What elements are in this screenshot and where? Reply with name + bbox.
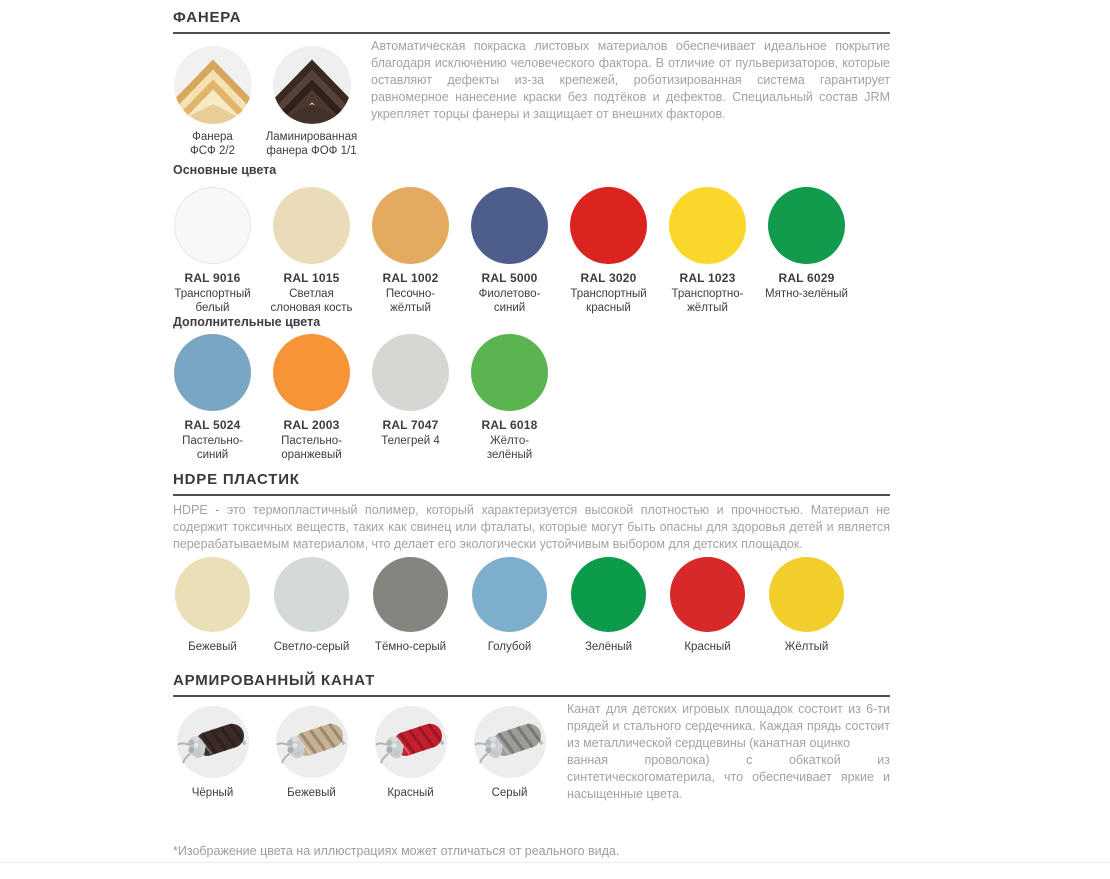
color-name-line: Песочно-	[385, 288, 436, 300]
color-circle	[571, 557, 646, 632]
rope-color-name: Чёрный	[191, 787, 234, 799]
color-circle	[175, 557, 250, 632]
color-name-line: синий	[493, 302, 526, 314]
color-name-line: Мятно-зелёный	[765, 288, 848, 300]
plywood-product	[262, 46, 361, 158]
rope-swatch	[460, 706, 559, 800]
color-circle	[372, 187, 449, 264]
color-name-line: Транспортный	[174, 288, 251, 300]
color-circle	[174, 187, 251, 264]
color-name: Зелёный	[584, 641, 633, 653]
color-circle	[669, 187, 746, 264]
plywood-product-label-line: фанера ФОФ 1/1	[266, 145, 357, 157]
additional-colors-row	[163, 334, 559, 462]
plywood-product	[163, 46, 262, 158]
rope-colors-row	[163, 706, 559, 800]
plywood-section-title: ФАНЕРА	[173, 9, 242, 26]
color-circle	[769, 557, 844, 632]
hdpe-colors-row	[163, 557, 856, 654]
rope-section-title: АРМИРОВАННЫЙ КАНАТ	[173, 672, 376, 689]
color-swatch	[757, 187, 856, 315]
color-name	[765, 287, 848, 301]
color-name-line: Телегрей 4	[381, 435, 440, 447]
color-name	[386, 287, 435, 315]
color-name-line: слоновая кость	[270, 302, 353, 314]
color-name	[672, 287, 744, 315]
plywood-product-label-line: Ламинированная	[265, 131, 358, 143]
hdpe-section-title: HDPE ПЛАСТИК	[173, 471, 300, 488]
hdpe-section-header	[173, 471, 890, 496]
plywood-description: Автоматическая покраска листовых материалов обеспечивает идеальное покрытие благодаря исключению человеческого фактора. В отличие от пульверизаторов, которые оставляют дефекты из-за крепежей, роботизированная система гарантирует равномерное нанесение краски без подтёков и дефектов. Специальный состав JRM укрепляет торцы фанеры и защищает от внешних факторов.	[371, 39, 890, 121]
rope-description	[567, 701, 890, 803]
color-name-line: Транспортный	[570, 288, 647, 300]
laminated-plywood-stack-icon	[273, 46, 351, 124]
color-name	[182, 434, 243, 462]
rope-icon	[375, 706, 447, 778]
color-circle	[471, 187, 548, 264]
rope-swatch	[361, 706, 460, 800]
color-circle	[570, 187, 647, 264]
color-swatch	[460, 334, 559, 462]
plywood-section-header	[173, 9, 890, 34]
main-colors-row	[163, 187, 856, 315]
rope-color-name: Серый	[491, 787, 528, 799]
color-swatch	[262, 334, 361, 462]
color-name	[570, 287, 646, 315]
ral-code: RAL 6029	[778, 271, 835, 285]
color-circle	[273, 334, 350, 411]
page-bottom-divider	[0, 862, 1110, 863]
rope-description-part1: Канат для детских игровых площадок состоит из 6-ти прядей и стального сердечника. Каждая прядь состоит из металлической сердцевины (канатная оцинко	[567, 702, 890, 750]
rope-section-header	[173, 672, 890, 697]
color-circle	[372, 334, 449, 411]
color-swatch	[559, 557, 658, 654]
color-name	[487, 434, 532, 462]
color-swatch	[658, 557, 757, 654]
color-name-line: Пастельно-	[281, 435, 342, 447]
color-name-line: белый	[195, 302, 230, 314]
color-circle	[471, 334, 548, 411]
ral-code: RAL 3020	[580, 271, 637, 285]
color-name: Светло-серый	[273, 641, 350, 653]
color-swatch	[361, 334, 460, 462]
color-swatch	[460, 557, 559, 654]
color-circle	[670, 557, 745, 632]
color-swatch	[262, 187, 361, 315]
color-name: Бежевый	[188, 641, 237, 653]
main-colors-label: Основные цвета	[173, 163, 277, 177]
rope-icon	[177, 706, 249, 778]
additional-colors-label: Дополнительные цвета	[173, 315, 321, 329]
color-swatch	[361, 187, 460, 315]
color-name: Голубой	[487, 641, 532, 653]
plywood-product-label-line: Фанера	[192, 131, 233, 143]
color-swatch	[361, 557, 460, 654]
ral-code: RAL 1002	[382, 271, 439, 285]
color-name-line: красный	[586, 302, 631, 314]
color-circle	[472, 557, 547, 632]
color-name: Тёмно-серый	[374, 641, 447, 653]
color-name-line: Пастельно-	[182, 435, 243, 447]
color-name-line: оранжевый	[281, 449, 342, 461]
color-name-line: синий	[196, 449, 229, 461]
ral-code: RAL 7047	[382, 418, 439, 432]
color-circle	[768, 187, 845, 264]
ral-code: RAL 6018	[481, 418, 538, 432]
color-swatch	[559, 187, 658, 315]
color-disclaimer-footnote: *Изображение цвета на иллюстрациях может отличаться от реального вида.	[173, 844, 620, 858]
color-name	[381, 434, 440, 448]
rope-color-name: Красный	[387, 787, 434, 799]
ral-code: RAL 1023	[679, 271, 736, 285]
plywood-product-label	[266, 130, 358, 158]
hdpe-description: HDPE - это термопластичный полимер, который характеризуется высокой плотностью и прочностью. Материал не содержит токсичных веществ, таких как свинец или фталаты, которые могут быть опасны для здоровья детей и является перерабатываемым материалом, что делает его экологически устойчивым выбором для детских площадок.	[173, 503, 890, 551]
color-swatch	[658, 187, 757, 315]
color-name-line: Светлая	[289, 288, 334, 300]
color-swatch	[262, 557, 361, 654]
color-name-line: жёлтый	[390, 302, 431, 314]
color-name-line: Фиолетово-	[478, 288, 541, 300]
color-swatch	[163, 557, 262, 654]
ral-code: RAL 9016	[184, 271, 241, 285]
color-name-line: Жёлто-	[489, 435, 530, 447]
plywood-product-label-line: ФСФ 2/2	[190, 145, 235, 157]
color-circle	[274, 557, 349, 632]
color-swatch	[163, 187, 262, 315]
color-name-line: зелёный	[486, 449, 533, 461]
color-name-line: жёлтый	[687, 302, 728, 314]
color-name-line: Транспортно-	[671, 288, 744, 300]
rope-swatch	[262, 706, 361, 800]
color-name: Жёлтый	[784, 641, 829, 653]
color-name	[281, 434, 342, 462]
color-name: Красный	[684, 641, 731, 653]
rope-swatch	[163, 706, 262, 800]
color-circle	[174, 334, 251, 411]
color-circle	[273, 187, 350, 264]
color-name	[174, 287, 250, 315]
color-swatch	[757, 557, 856, 654]
plywood-products-row	[163, 46, 361, 158]
color-name	[270, 287, 352, 315]
rope-color-name: Бежевый	[287, 787, 336, 799]
plywood-product-label	[190, 130, 235, 158]
rope-description-part2: ванная проволока) с обкаткой из синтетическогоматерила, что обеспечивает яркие и насыщенные цвета.	[567, 753, 890, 801]
color-circle	[373, 557, 448, 632]
rope-icon	[474, 706, 546, 778]
plywood-stack-icon	[174, 46, 252, 124]
color-swatch	[163, 334, 262, 462]
color-swatch	[460, 187, 559, 315]
ral-code: RAL 1015	[283, 271, 340, 285]
ral-code: RAL 5000	[481, 271, 538, 285]
rope-icon	[276, 706, 348, 778]
ral-code: RAL 5024	[184, 418, 241, 432]
ral-code: RAL 2003	[283, 418, 340, 432]
color-name	[479, 287, 541, 315]
